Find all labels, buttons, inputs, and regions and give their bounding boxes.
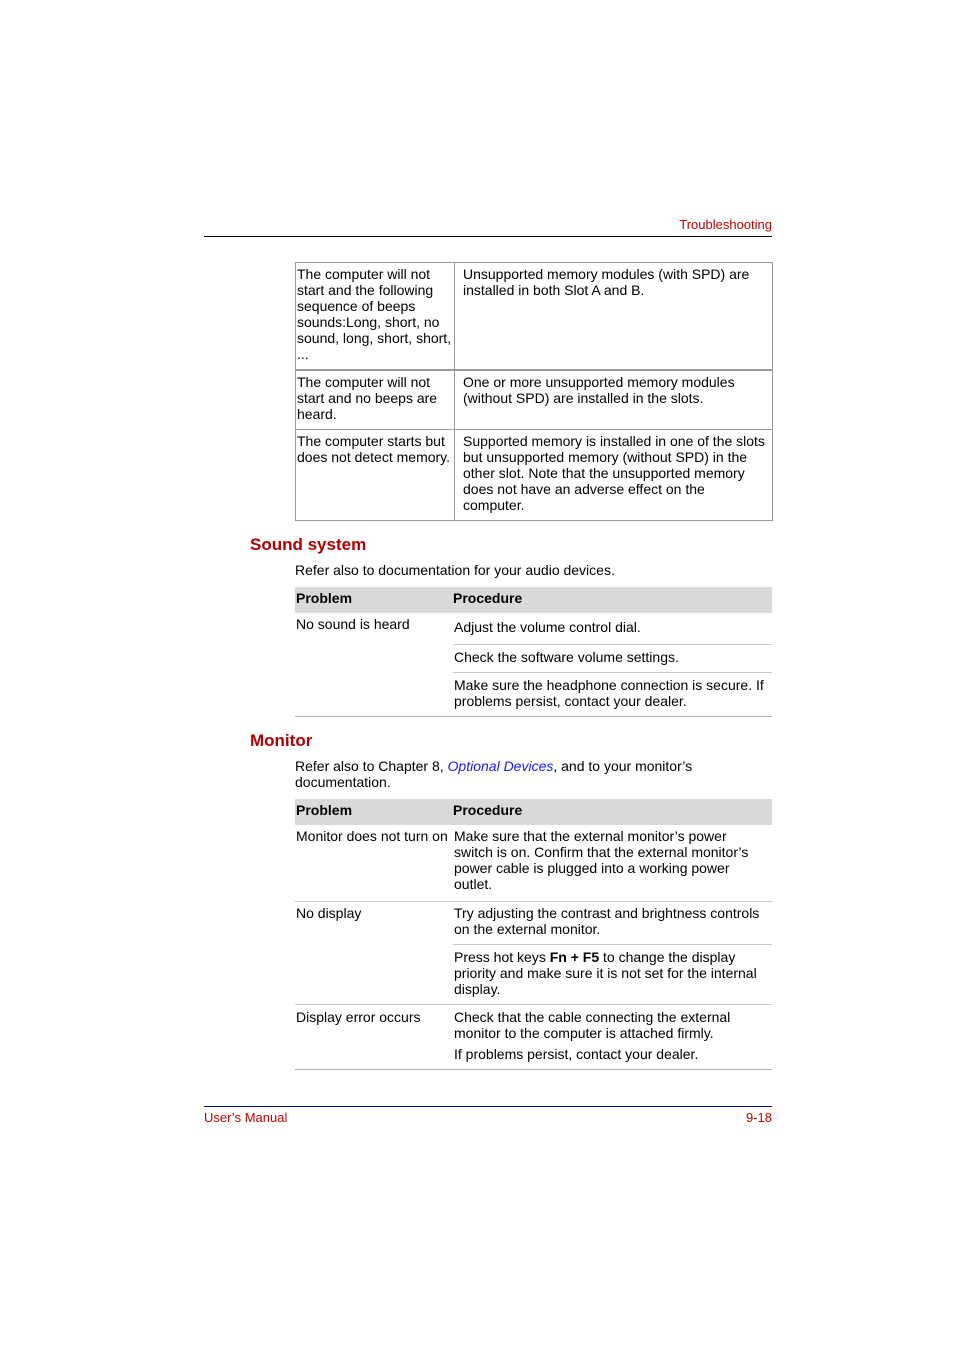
col-problem-header: Problem (296, 590, 353, 606)
sound-intro: Refer also to documentation for your audio devices. (295, 562, 615, 578)
table-header (295, 587, 772, 613)
col-problem-header: Problem (296, 802, 353, 818)
problem-cell: No display (296, 905, 362, 921)
problem-cell: The computer will not start and the following sequence of beeps sounds:Long, short, no sound, long, short, short, ... (296, 263, 455, 369)
procedure-step: Make sure that the external monitor’s power switch is on. Confirm that the external monitor’s power cable is plugged into a working power outlet. (454, 828, 749, 892)
intro-text: , and to your monitor’s documentation. (295, 758, 693, 790)
table-header (295, 799, 772, 825)
table-row (296, 430, 772, 520)
procedure-step: Check that the cable connecting the external monitor to the computer is attached firmly. (454, 1009, 731, 1041)
optional-devices-link[interactable]: Optional Devices (447, 758, 554, 774)
procedure-step: If problems persist, contact your dealer. (454, 1046, 699, 1062)
procedure-cell: Supported memory is installed in one of the slots but unsupported memory (without SPD) in the other slot. Note that the unsupported memory does not have an adverse effect on the computer. (463, 433, 765, 513)
table-row (295, 902, 772, 1005)
memory-table (295, 262, 773, 521)
header-rule (204, 236, 772, 237)
problem-cell: Monitor does not turn on (296, 828, 448, 844)
monitor-heading: Monitor (250, 731, 313, 750)
problem-cell: The computer starts but does not detect memory. (296, 430, 455, 520)
procedure-step: Check the software volume settings. (453, 645, 772, 673)
procedure-step: Try adjusting the contrast and brightness controls on the external monitor. (453, 902, 772, 945)
intro-text: Refer also to Chapter 8, (295, 758, 448, 774)
running-header: Troubleshooting (679, 217, 772, 232)
procedure-cell: Unsupported memory modules (with SPD) are installed in both Slot A and B. (463, 266, 750, 298)
problem-cell: No sound is heard (296, 616, 410, 632)
procedure-step: Adjust the volume control dial. (453, 613, 772, 645)
problem-cell: Display error occurs (296, 1009, 421, 1025)
col-procedure-header: Procedure (453, 802, 523, 818)
table-row (296, 370, 772, 430)
hotkey-text: to change the display priority and make sure it is not set for the internal display. (454, 949, 757, 997)
hotkey-keys: Fn + F5 (549, 949, 600, 965)
monitor-intro (295, 758, 771, 790)
procedure-step (453, 945, 772, 1004)
problem-cell: The computer will not start and no beeps are heard. (296, 371, 455, 429)
page-number: 9-18 (745, 1110, 772, 1125)
footer-title: User’s Manual (204, 1110, 288, 1125)
hotkey-text: Press hot keys (454, 949, 550, 965)
footer-rule (204, 1106, 772, 1107)
monitor-table (295, 799, 772, 1070)
procedure-step: Make sure the headphone connection is secure. If problems persist, contact your dealer. (454, 677, 764, 709)
col-procedure-header: Procedure (453, 590, 523, 606)
sound-table (295, 587, 772, 717)
table-row (295, 613, 772, 717)
table-row (295, 1005, 772, 1070)
sound-system-heading: Sound system (250, 535, 367, 554)
table-row (296, 263, 772, 370)
table-row (295, 825, 772, 902)
procedure-cell: One or more unsupported memory modules (without SPD) are installed in the slots. (463, 374, 735, 406)
